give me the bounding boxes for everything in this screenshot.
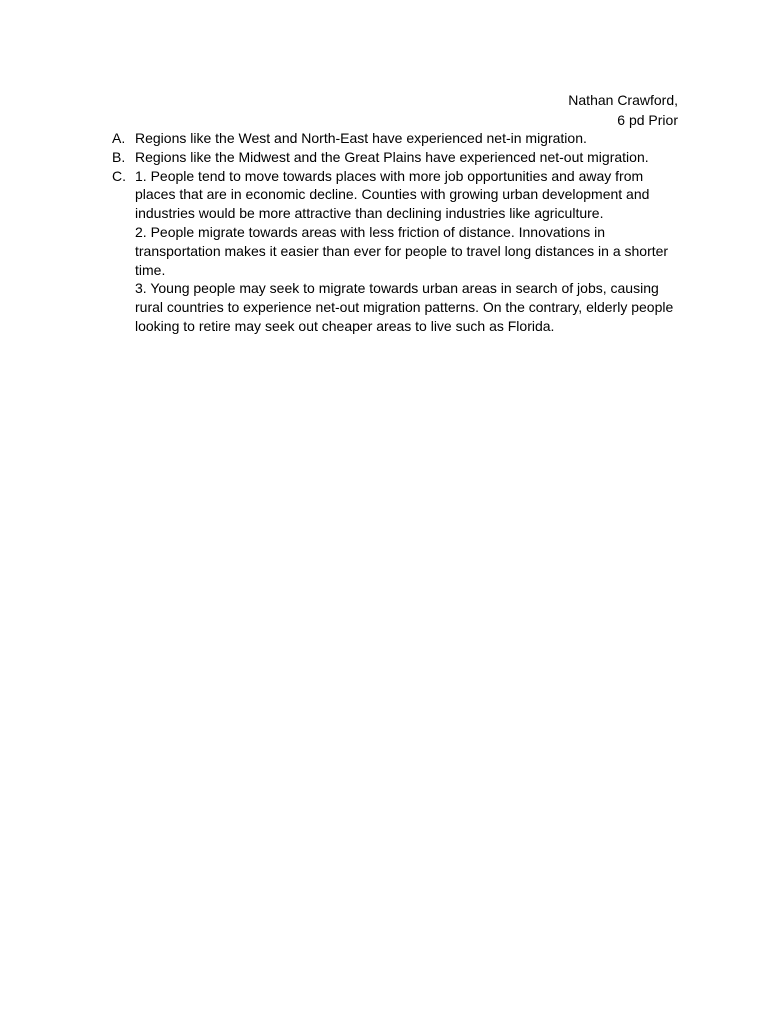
item-body <box>135 148 680 167</box>
answer-item-a <box>112 129 680 148</box>
answer-paragraph-3: 3. Young people may seek to migrate towards urban areas in search of jobs, causing rural countries to experience net-out migration patterns. On the contrary, elderly people looking to retire may seek out cheaper areas to live such as Florida. <box>135 280 674 334</box>
answer-list <box>112 129 680 336</box>
item-body <box>135 167 680 336</box>
item-marker: B. <box>112 148 126 165</box>
answer-item-c <box>112 167 680 336</box>
item-body <box>135 129 680 148</box>
answer-item-b <box>112 148 680 167</box>
author-name: Nathan Crawford, <box>568 92 678 108</box>
answer-paragraph: Regions like the Midwest and the Great Plains have experienced net-out migration. <box>135 148 649 165</box>
item-marker: A. <box>112 130 126 146</box>
answer-paragraph: Regions like the West and North-East have experienced net-in migration. <box>135 130 587 146</box>
author-header <box>568 91 678 130</box>
answer-paragraph-2: 2. People migrate towards areas with less friction of distance. Innovations in transportation makes it easier than ever for people to travel long distances in a shorter time. <box>135 223 669 278</box>
item-marker: C. <box>112 167 126 184</box>
answer-paragraph-1: 1. People tend to move towards places with more job opportunities and away from places that are in economic decline. Counties with growing urban development and industries would be more attractive than declining industries like agriculture. <box>135 167 650 222</box>
class-period: 6 pd Prior <box>617 111 678 128</box>
